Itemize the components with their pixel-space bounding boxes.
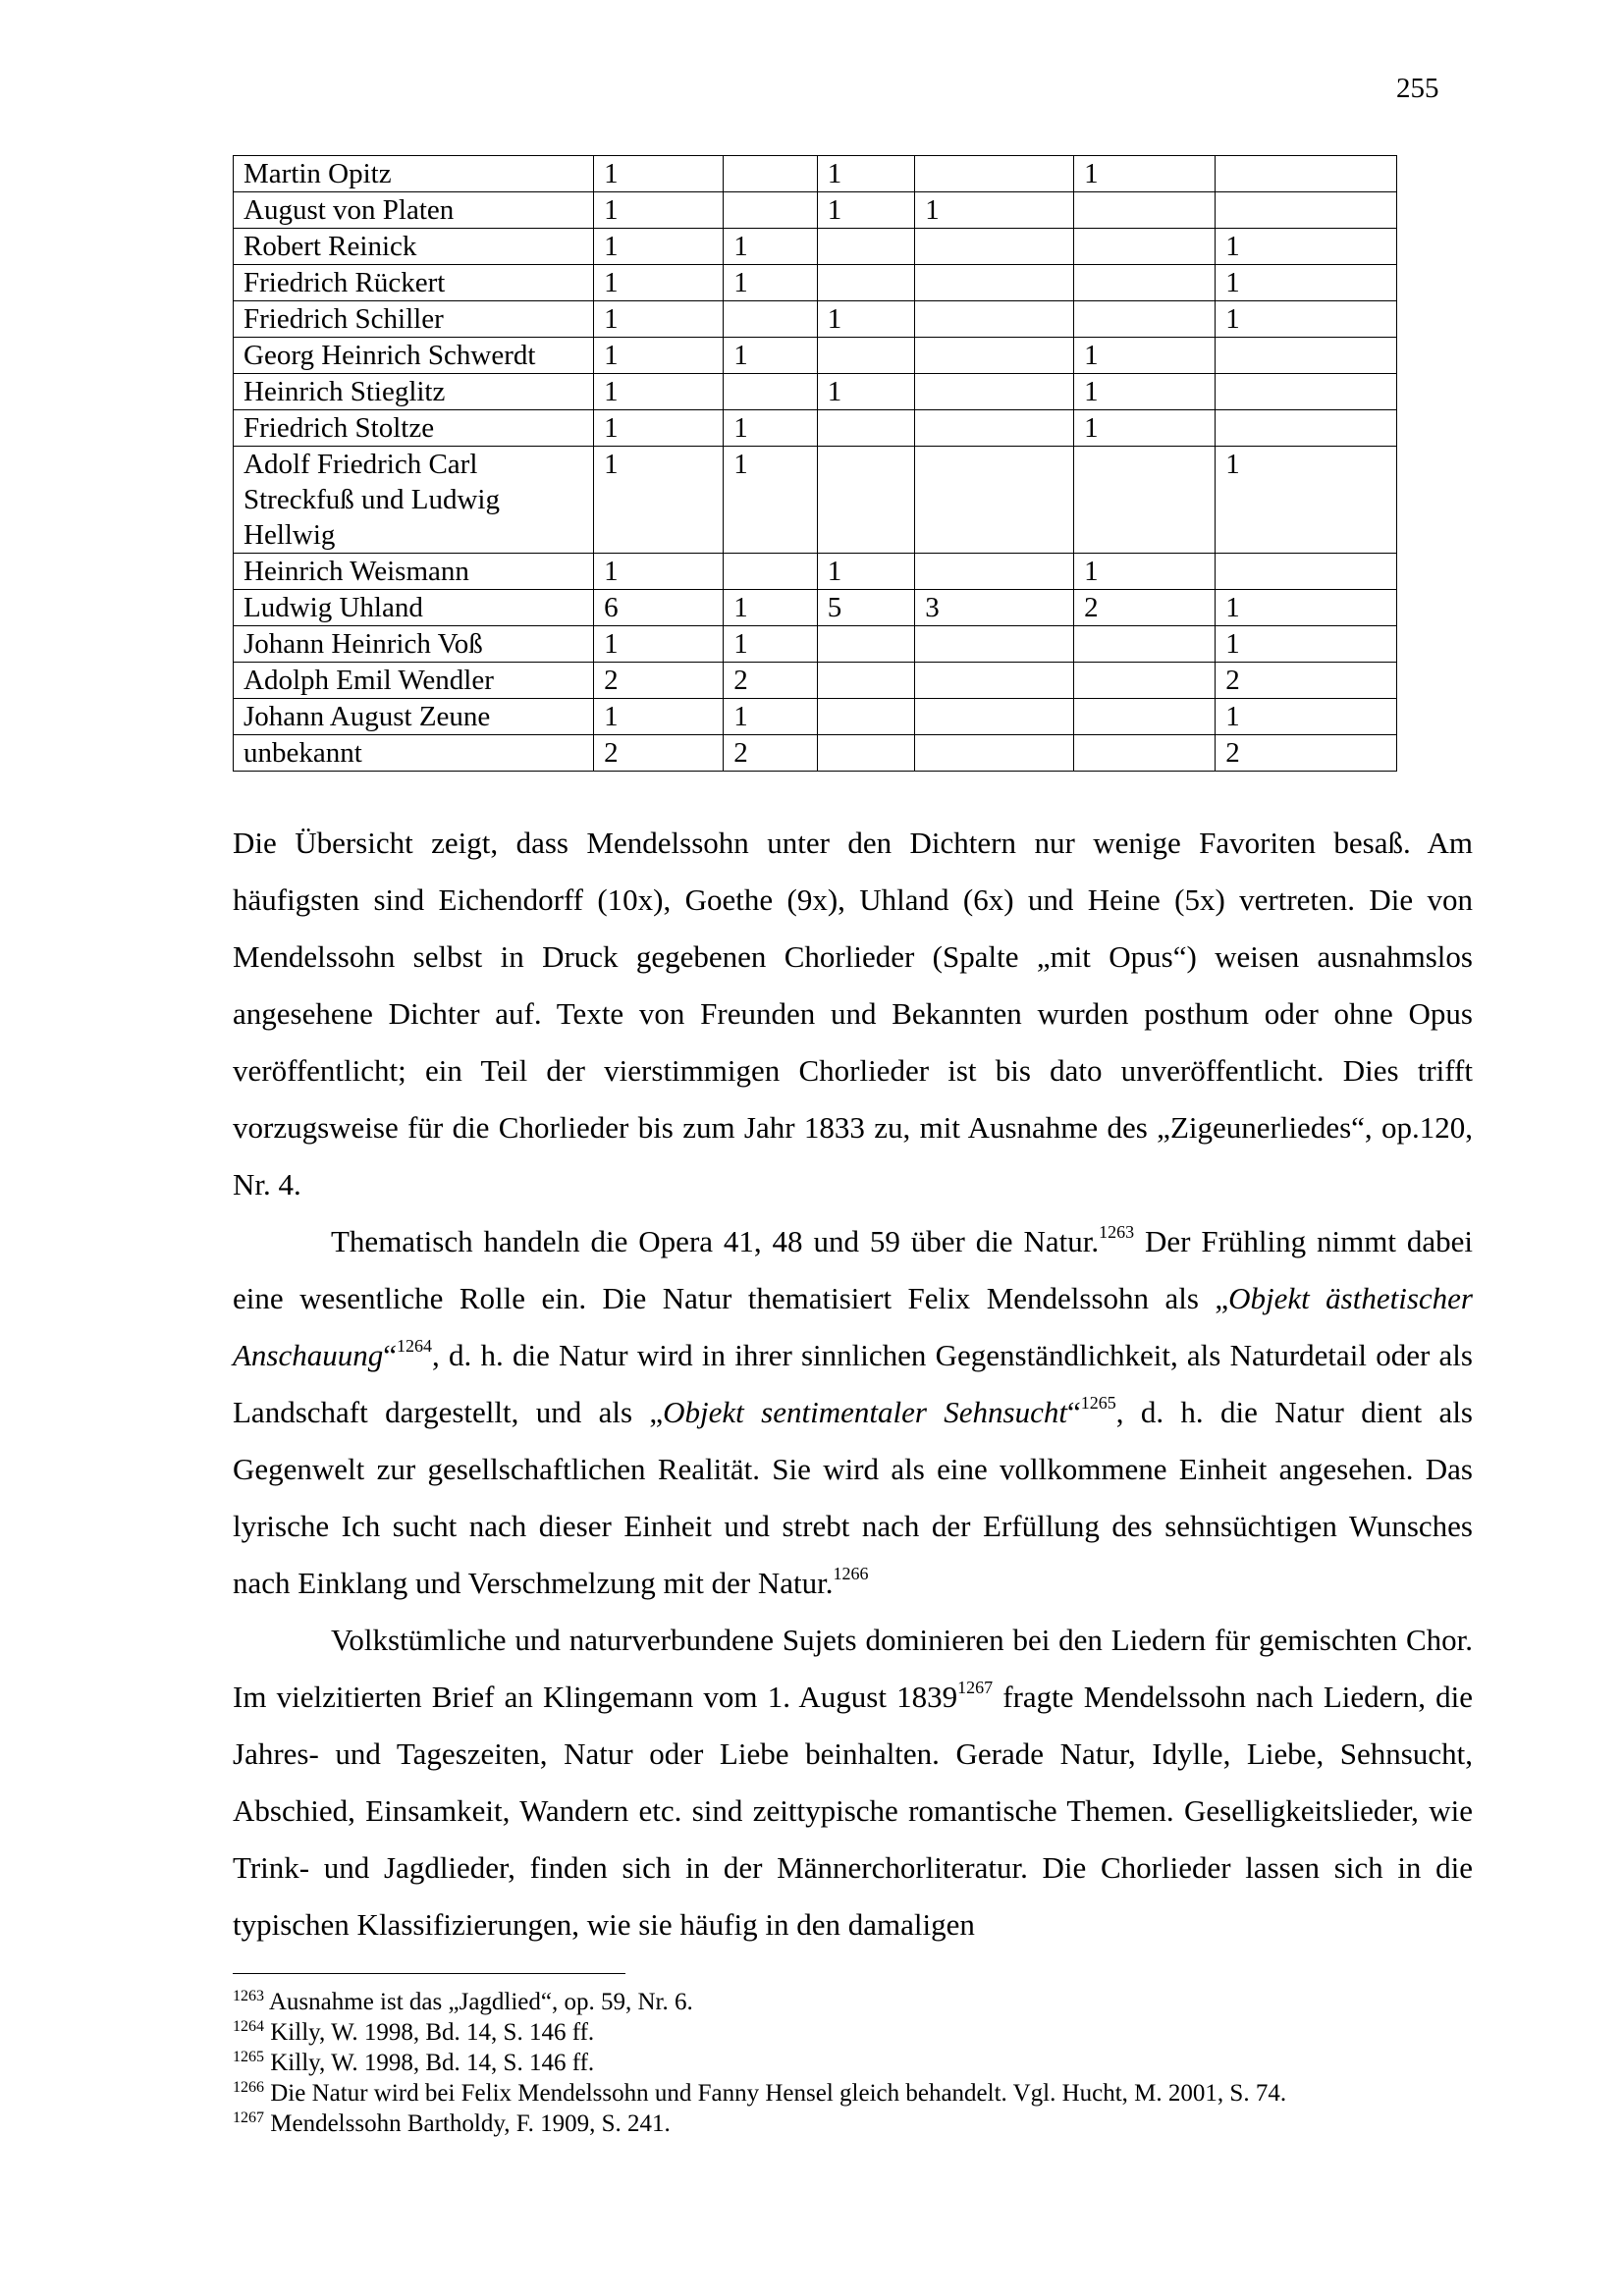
paragraph-2-text: “ (383, 1338, 398, 1372)
footnote-text: Ausnahme ist das „Jagdlied“, op. 59, Nr. 6. (264, 1989, 693, 2015)
count-cell (915, 374, 1074, 410)
count-cell (915, 229, 1074, 265)
count-cell: 1 (594, 156, 724, 192)
footnote (233, 2078, 1473, 2109)
author-name-cell: Adolph Emil Wendler (234, 663, 594, 699)
table-row (234, 735, 1397, 772)
footnote-text: Killy, W. 1998, Bd. 14, S. 146 ff. (264, 2019, 595, 2046)
count-cell (1074, 229, 1216, 265)
table-row (234, 626, 1397, 663)
count-cell: 1 (724, 338, 817, 374)
paragraph-2-text: Der Frühling nimmt dabei eine wesentliche Rolle ein. Die Natur thematisiert Felix Mendelssohn als „ (233, 1224, 1473, 1315)
count-cell (915, 156, 1074, 192)
count-cell (1074, 192, 1216, 229)
paragraph-2-text: , d. h. die Natur wird in ihrer sinnlichen Gegenständlichkeit, als Naturdetail oder als Landschaft dargestellt, und als „ (233, 1338, 1473, 1429)
count-cell (817, 735, 914, 772)
author-name-cell: Friedrich Schiller (234, 301, 594, 338)
count-cell (817, 663, 914, 699)
author-name-cell: unbekannt (234, 735, 594, 772)
paragraph-1: Die Übersicht zeigt, dass Mendelssohn unter den Dichtern nur wenige Favoriten besaß. Am häufigsten sind Eichendorff (10x), Goethe (9x), Uhland (6x) und Heine (5x) vertreten. Die von Mendelssohn selbst in Druck gegebenen Chorlieder (Spalte „mit Opus“) weisen ausnahmslos angesehene Dichter auf. Texte von Freunden und Bekannten wurden posthum oder ohne Opus veröffentlicht; ein Teil der vierstimmigen Chorlieder ist bis dato unveröffentlicht. Dies trifft vorzugsweise für die Chorlieder bis zum Jahr 1833 zu, mit Ausnahme des „Zigeunerliedes“, op.120, Nr. 4. (233, 826, 1473, 1201)
author-name-cell: Heinrich Weismann (234, 554, 594, 590)
count-cell (1216, 156, 1397, 192)
count-cell: 1 (594, 265, 724, 301)
footnote-ref[interactable]: 1264 (397, 1336, 433, 1356)
count-cell (817, 699, 914, 735)
count-cell: 1 (594, 301, 724, 338)
paragraph-3-text: Volkstümliche und naturverbundene Sujets dominieren bei den Liedern für gemischten Chor. Im vielzitierten Brief an Klingemann vom 1. August 1839 (233, 1623, 1473, 1714)
table-row (234, 338, 1397, 374)
count-cell: 1 (1074, 410, 1216, 447)
page-number: 255 (1396, 73, 1439, 104)
count-cell (817, 265, 914, 301)
count-cell (915, 338, 1074, 374)
count-cell: 1 (817, 301, 914, 338)
table-row (234, 554, 1397, 590)
footnote-number: 1263 (233, 1988, 264, 2004)
table-row (234, 374, 1397, 410)
count-cell: 6 (594, 590, 724, 626)
table-body (234, 156, 1397, 772)
author-name-cell: Ludwig Uhland (234, 590, 594, 626)
footnote-number: 1264 (233, 2018, 264, 2035)
count-cell: 1 (594, 554, 724, 590)
count-cell (915, 265, 1074, 301)
author-name-cell: Heinrich Stieglitz (234, 374, 594, 410)
count-cell: 1 (1074, 374, 1216, 410)
count-cell (817, 447, 914, 554)
footnote-ref[interactable]: 1265 (1080, 1393, 1116, 1413)
count-cell: 2 (1216, 663, 1397, 699)
author-table (233, 155, 1397, 772)
count-cell (724, 554, 817, 590)
count-cell (724, 192, 817, 229)
count-cell: 1 (594, 626, 724, 663)
count-cell (1074, 699, 1216, 735)
footnote (233, 2048, 1473, 2078)
count-cell: 1 (724, 410, 817, 447)
count-cell (1216, 554, 1397, 590)
count-cell: 1 (1074, 554, 1216, 590)
footnotes (233, 1987, 1473, 2139)
table-row (234, 301, 1397, 338)
count-cell: 1 (724, 229, 817, 265)
count-cell: 1 (724, 626, 817, 663)
paragraph-2-text: , d. h. die Natur dient als Gegenwelt zur gesellschaftlichen Realität. Sie wird als eine vollkommene Einheit angesehen. Das lyrische Ich sucht nach dieser Einheit und strebt nach der Erfüllung des sehnsüchtigen Wunsches nach Einklang und Verschmelzung mit der Natur. (233, 1395, 1473, 1600)
paragraph-2-text: Thematisch handeln die Opera 41, 48 und 59 über die Natur. (331, 1224, 1100, 1258)
count-cell (915, 735, 1074, 772)
table-row (234, 265, 1397, 301)
footnote-text: Killy, W. 1998, Bd. 14, S. 146 ff. (264, 2050, 595, 2076)
count-cell: 1 (724, 590, 817, 626)
count-cell: 1 (594, 410, 724, 447)
footnote (233, 2109, 1473, 2139)
footnote-separator (233, 1973, 625, 1974)
count-cell: 1 (1074, 338, 1216, 374)
paragraph-3-text: fragte Mendelssohn nach Liedern, die Jahres- und Tageszeiten, Natur oder Liebe beinhalten. Gerade Natur, Idylle, Liebe, Sehnsucht, Abschied, Einsamkeit, Wandern etc. sind zeittypische romantische Themen. Geselligkeitslieder, wie Trink- und Jagdlieder, finden sich in der Männerchorliteratur. Die Chorlieder lassen sich in die typischen Klassifizierungen, wie sie häufig in den damaligen (233, 1680, 1473, 1942)
count-cell (915, 410, 1074, 447)
footnote-number: 1265 (233, 2049, 264, 2065)
count-cell: 2 (594, 663, 724, 699)
count-cell (1074, 301, 1216, 338)
author-name-cell: Martin Opitz (234, 156, 594, 192)
count-cell: 2 (1216, 735, 1397, 772)
count-cell: 1 (1216, 590, 1397, 626)
count-cell: 1 (817, 554, 914, 590)
author-name-cell: Johann August Zeune (234, 699, 594, 735)
count-cell: 1 (817, 192, 914, 229)
count-cell: 1 (724, 447, 817, 554)
count-cell: 1 (724, 699, 817, 735)
count-cell (915, 699, 1074, 735)
author-name-cell: August von Platen (234, 192, 594, 229)
author-name-cell: Friedrich Stoltze (234, 410, 594, 447)
paragraph-2-text: “ (1066, 1395, 1081, 1429)
count-cell (817, 229, 914, 265)
count-cell: 1 (1216, 301, 1397, 338)
author-name-cell: Adolf Friedrich Carl Streckfuß und Ludwig Hellwig (234, 447, 594, 554)
count-cell (1074, 447, 1216, 554)
count-cell: 2 (594, 735, 724, 772)
table-row (234, 590, 1397, 626)
footnote (233, 2017, 1473, 2048)
count-cell: 1 (817, 156, 914, 192)
count-cell (915, 301, 1074, 338)
count-cell: 1 (594, 229, 724, 265)
count-cell: 1 (1216, 447, 1397, 554)
count-cell (1074, 265, 1216, 301)
count-cell (817, 338, 914, 374)
footnote (233, 1987, 1473, 2017)
count-cell: 1 (594, 699, 724, 735)
count-cell (915, 447, 1074, 554)
count-cell (1216, 410, 1397, 447)
table-row (234, 192, 1397, 229)
count-cell: 1 (1216, 265, 1397, 301)
table-row (234, 699, 1397, 735)
footnote-ref[interactable]: 1263 (1099, 1222, 1135, 1242)
footnote-number: 1267 (233, 2109, 264, 2126)
footnote-text: Die Natur wird bei Felix Mendelssohn und Fanny Hensel gleich behandelt. Vgl. Hucht, M. 2001, S. 74. (264, 2080, 1287, 2107)
count-cell (817, 626, 914, 663)
author-name-cell: Johann Heinrich Voß (234, 626, 594, 663)
footnote-number: 1266 (233, 2079, 264, 2096)
count-cell (915, 626, 1074, 663)
count-cell (1216, 338, 1397, 374)
table-row (234, 156, 1397, 192)
emphasis-text: Objekt ästhetischer Anschauung (233, 1281, 1473, 1372)
count-cell: 1 (1074, 156, 1216, 192)
count-cell (724, 156, 817, 192)
count-cell: 1 (724, 265, 817, 301)
count-cell: 1 (594, 192, 724, 229)
count-cell: 1 (594, 374, 724, 410)
body-text (233, 815, 1473, 1953)
emphasis-text: Objekt sentimentaler Sehnsucht (663, 1395, 1067, 1429)
table-row (234, 229, 1397, 265)
paragraph-2 (233, 1213, 1473, 1612)
count-cell: 3 (915, 590, 1074, 626)
count-cell: 2 (1074, 590, 1216, 626)
count-cell: 1 (817, 374, 914, 410)
table-row (234, 410, 1397, 447)
author-name-cell: Georg Heinrich Schwerdt (234, 338, 594, 374)
author-name-cell: Friedrich Rückert (234, 265, 594, 301)
author-name-cell: Robert Reinick (234, 229, 594, 265)
count-cell (1074, 626, 1216, 663)
footnote-ref[interactable]: 1266 (833, 1564, 869, 1583)
count-cell: 1 (915, 192, 1074, 229)
count-cell (724, 301, 817, 338)
table-row (234, 447, 1397, 554)
count-cell: 1 (594, 447, 724, 554)
count-cell (915, 554, 1074, 590)
count-cell (817, 410, 914, 447)
count-cell (1216, 192, 1397, 229)
count-cell: 1 (1216, 699, 1397, 735)
count-cell (1074, 735, 1216, 772)
count-cell: 1 (594, 338, 724, 374)
paragraph-3 (233, 1612, 1473, 1953)
count-cell: 1 (1216, 229, 1397, 265)
count-cell (724, 374, 817, 410)
count-cell (1074, 663, 1216, 699)
count-cell: 1 (1216, 626, 1397, 663)
count-cell (1216, 374, 1397, 410)
count-cell (915, 663, 1074, 699)
count-cell: 5 (817, 590, 914, 626)
table-row (234, 663, 1397, 699)
count-cell: 2 (724, 663, 817, 699)
footnote-ref[interactable]: 1267 (957, 1678, 994, 1697)
footnote-text: Mendelssohn Bartholdy, F. 1909, S. 241. (264, 2110, 671, 2137)
count-cell: 2 (724, 735, 817, 772)
